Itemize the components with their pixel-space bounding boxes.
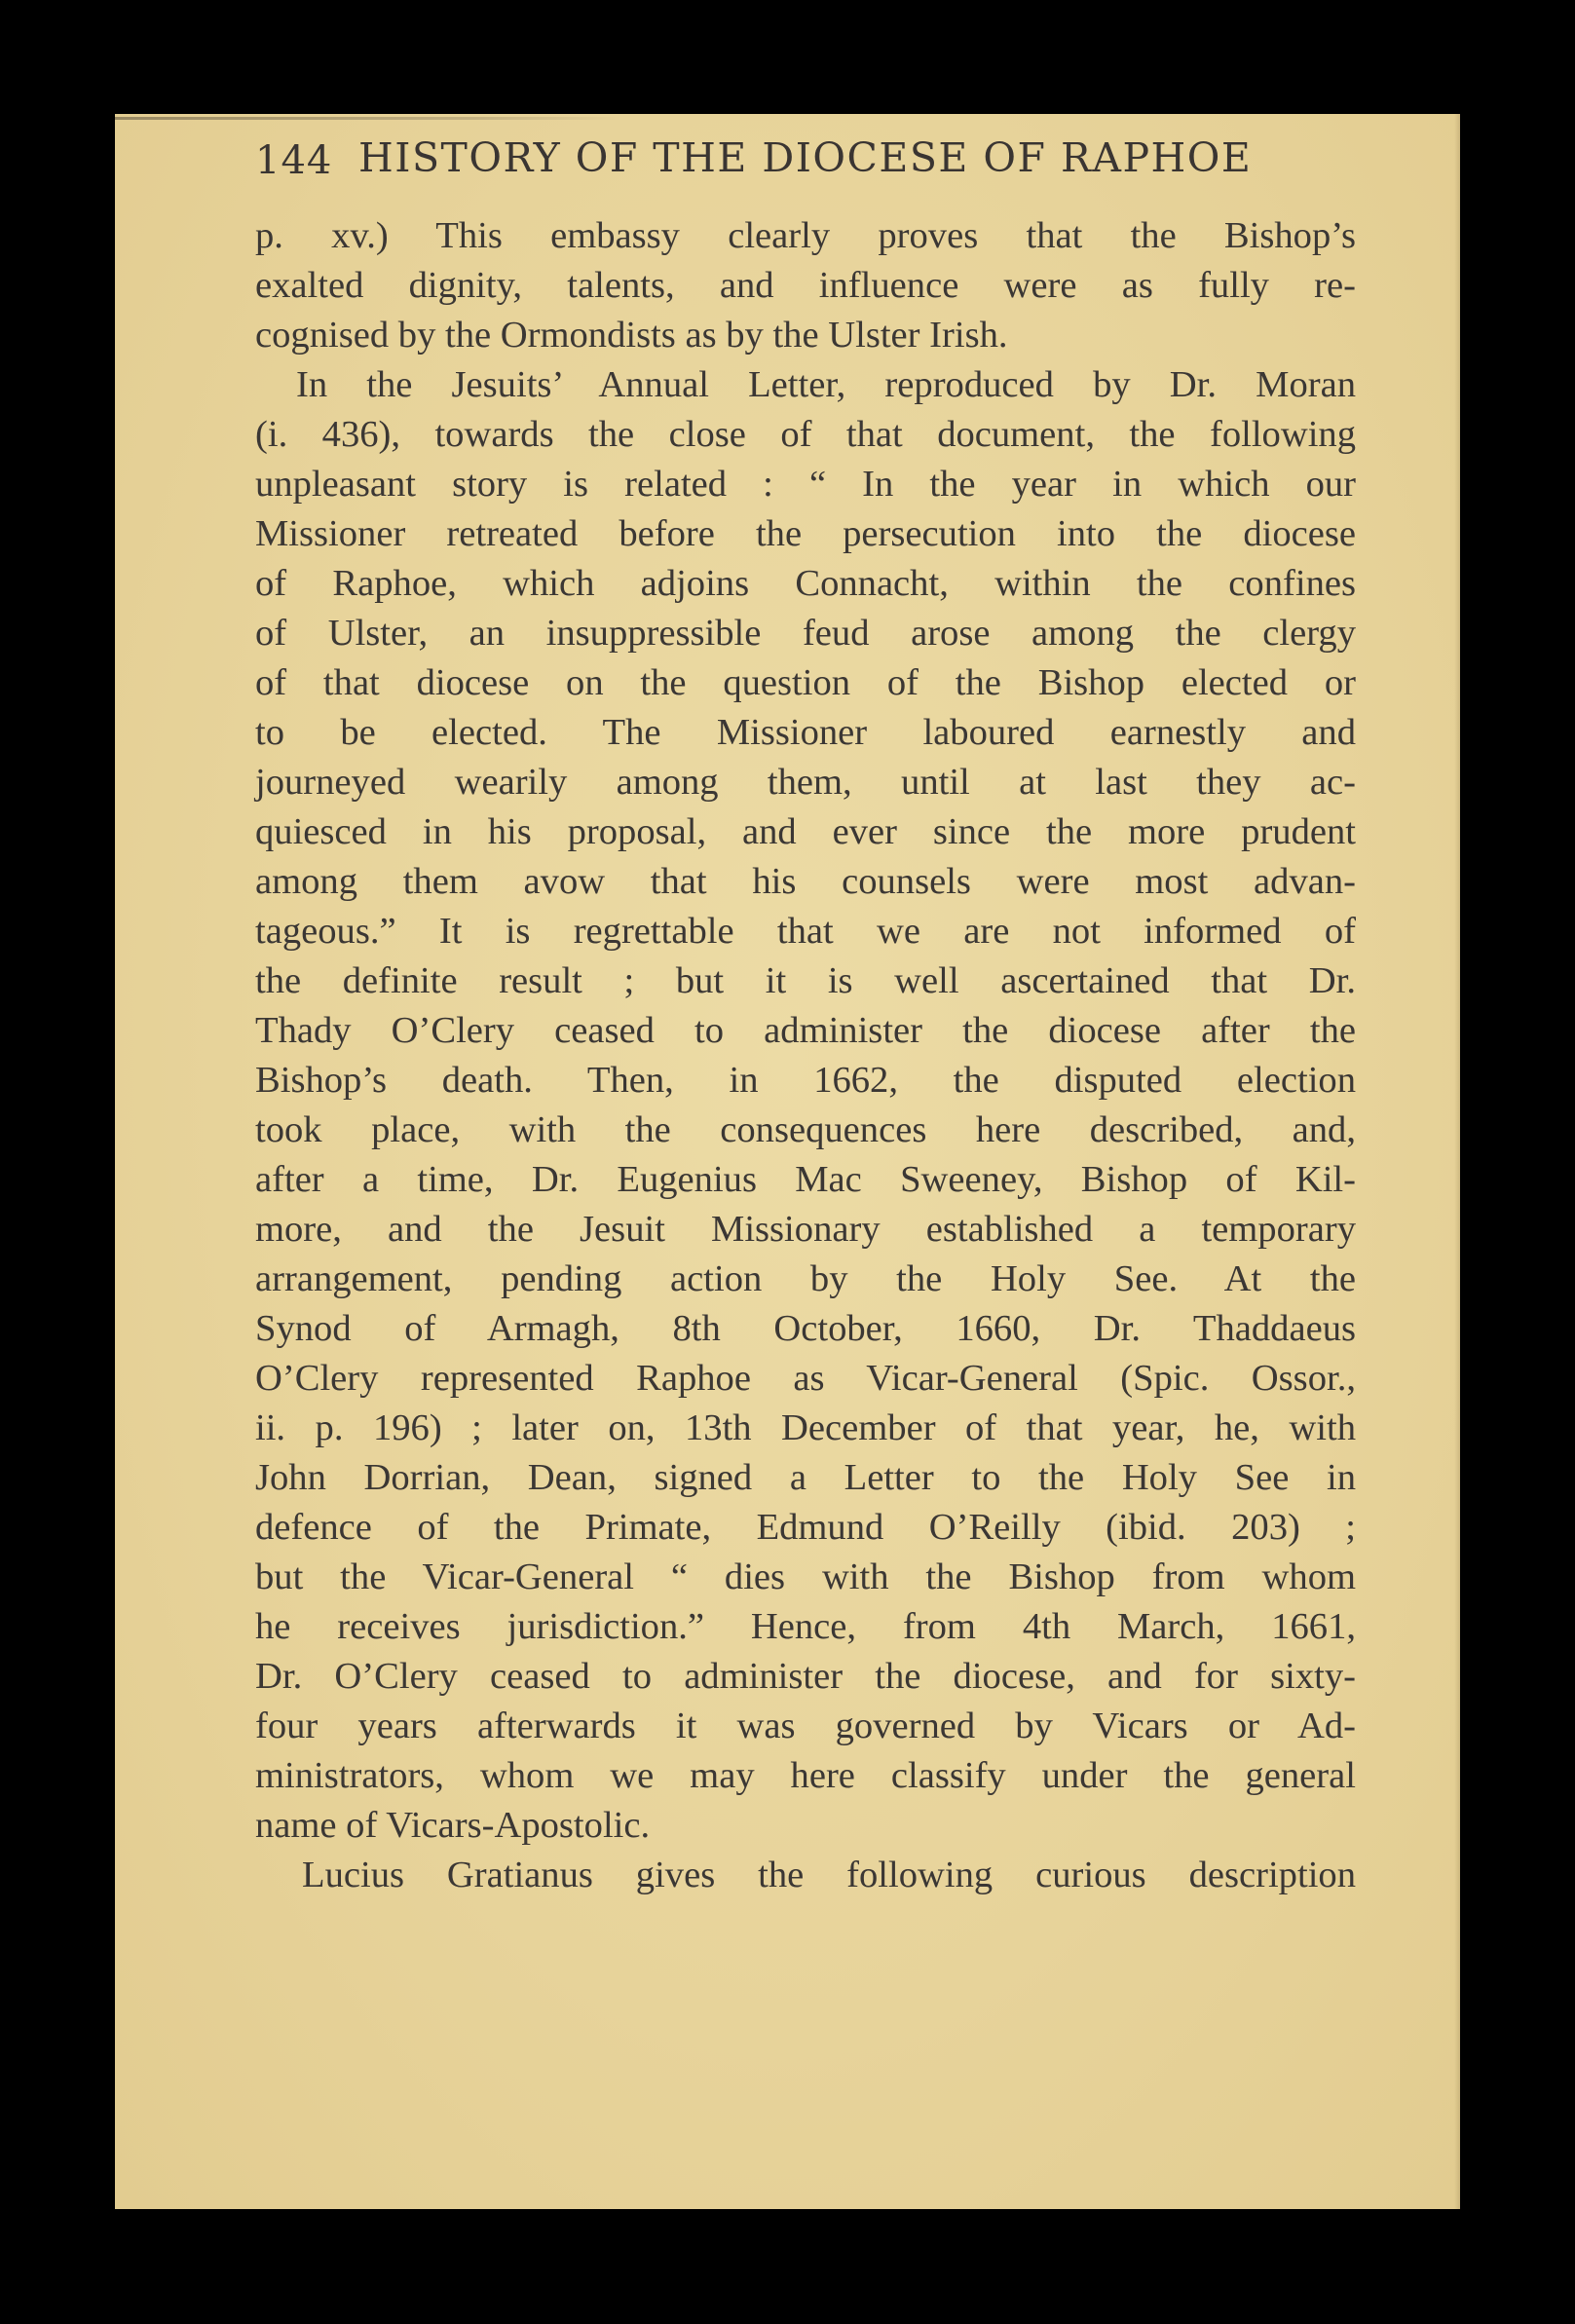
text-line: but the Vicar-General “ dies with the Bishop from whom bbox=[255, 1556, 1356, 1597]
text-line: In the Jesuits’ Annual Letter, reproduced by Dr. Moran bbox=[296, 364, 1356, 405]
text-line: four years afterwards it was governed by Vicars or Ad- bbox=[255, 1706, 1356, 1746]
text-line: of Ulster, an insuppressible feud arose among the clergy bbox=[255, 613, 1356, 654]
text-line: cognised by the Ormondists as by the Ulster Irish. bbox=[255, 315, 1008, 356]
text-line: Synod of Armagh, 8th October, 1660, Dr. Thaddaeus bbox=[255, 1308, 1356, 1349]
text-line: to be elected. The Missioner laboured earnestly and bbox=[255, 712, 1356, 753]
text-line: O’Clery represented Raphoe as Vicar-General (Spic. Ossor., bbox=[255, 1358, 1356, 1399]
text-line: arrangement, pending action by the Holy See. At the bbox=[255, 1258, 1356, 1299]
text-line: p. xv.) This embassy clearly proves that the Bishop’s bbox=[255, 215, 1356, 256]
text-line: John Dorrian, Dean, signed a Letter to the Holy See in bbox=[255, 1457, 1356, 1498]
text-line: of Raphoe, which adjoins Connacht, within the confines bbox=[255, 563, 1356, 604]
text-line: Lucius Gratianus gives the following curious description bbox=[302, 1855, 1356, 1895]
text-line: ii. p. 196) ; later on, 13th December of that year, he, with bbox=[255, 1407, 1356, 1448]
text-line: journeyed wearily among them, until at last they ac- bbox=[255, 762, 1356, 803]
text-line: Thady O’Clery ceased to administer the diocese after the bbox=[255, 1010, 1356, 1051]
text-line: after a time, Dr. Eugenius Mac Sweeney, Bishop of Kil- bbox=[255, 1159, 1356, 1200]
text-line: tageous.” It is regrettable that we are not informed of bbox=[255, 911, 1356, 952]
text-line: (i. 436), towards the close of that document, the following bbox=[255, 414, 1356, 455]
text-line: unpleasant story is related : “ In the year in which our bbox=[255, 464, 1356, 505]
text-line: took place, with the consequences here described, and, bbox=[255, 1109, 1356, 1150]
page-header bbox=[255, 117, 1356, 205]
text-line: among them avow that his counsels were most advan- bbox=[255, 861, 1356, 902]
text-line: of that diocese on the question of the Bishop elected or bbox=[255, 662, 1356, 703]
text-line: ministrators, whom we may here classify under the general bbox=[255, 1755, 1356, 1796]
text-line: the definite result ; but it is well ascertained that Dr. bbox=[255, 960, 1356, 1001]
text-line: Bishop’s death. Then, in 1662, the disputed election bbox=[255, 1060, 1356, 1101]
text-line: quiesced in his proposal, and ever since the more prudent bbox=[255, 811, 1356, 852]
body-text bbox=[255, 211, 1356, 1900]
running-title: HISTORY OF THE DIOCESE OF RAPHOE bbox=[358, 134, 1253, 181]
text-line: defence of the Primate, Edmund O’Reilly (ibid. 203) ; bbox=[255, 1507, 1356, 1548]
text-line: more, and the Jesuit Missionary established a temporary bbox=[255, 1209, 1356, 1250]
page-right-edge bbox=[1454, 114, 1460, 2209]
text-line: Missioner retreated before the persecution into the diocese bbox=[255, 513, 1356, 554]
text-line: name of Vicars-Apostolic. bbox=[255, 1805, 651, 1846]
text-line: Dr. O’Clery ceased to administer the diocese, and for sixty- bbox=[255, 1656, 1356, 1697]
text-line: exalted dignity, talents, and influence were as fully re- bbox=[255, 265, 1356, 306]
text-line: he receives jurisdiction.” Hence, from 4th March, 1661, bbox=[255, 1606, 1356, 1647]
page-number: 144 bbox=[255, 138, 333, 183]
